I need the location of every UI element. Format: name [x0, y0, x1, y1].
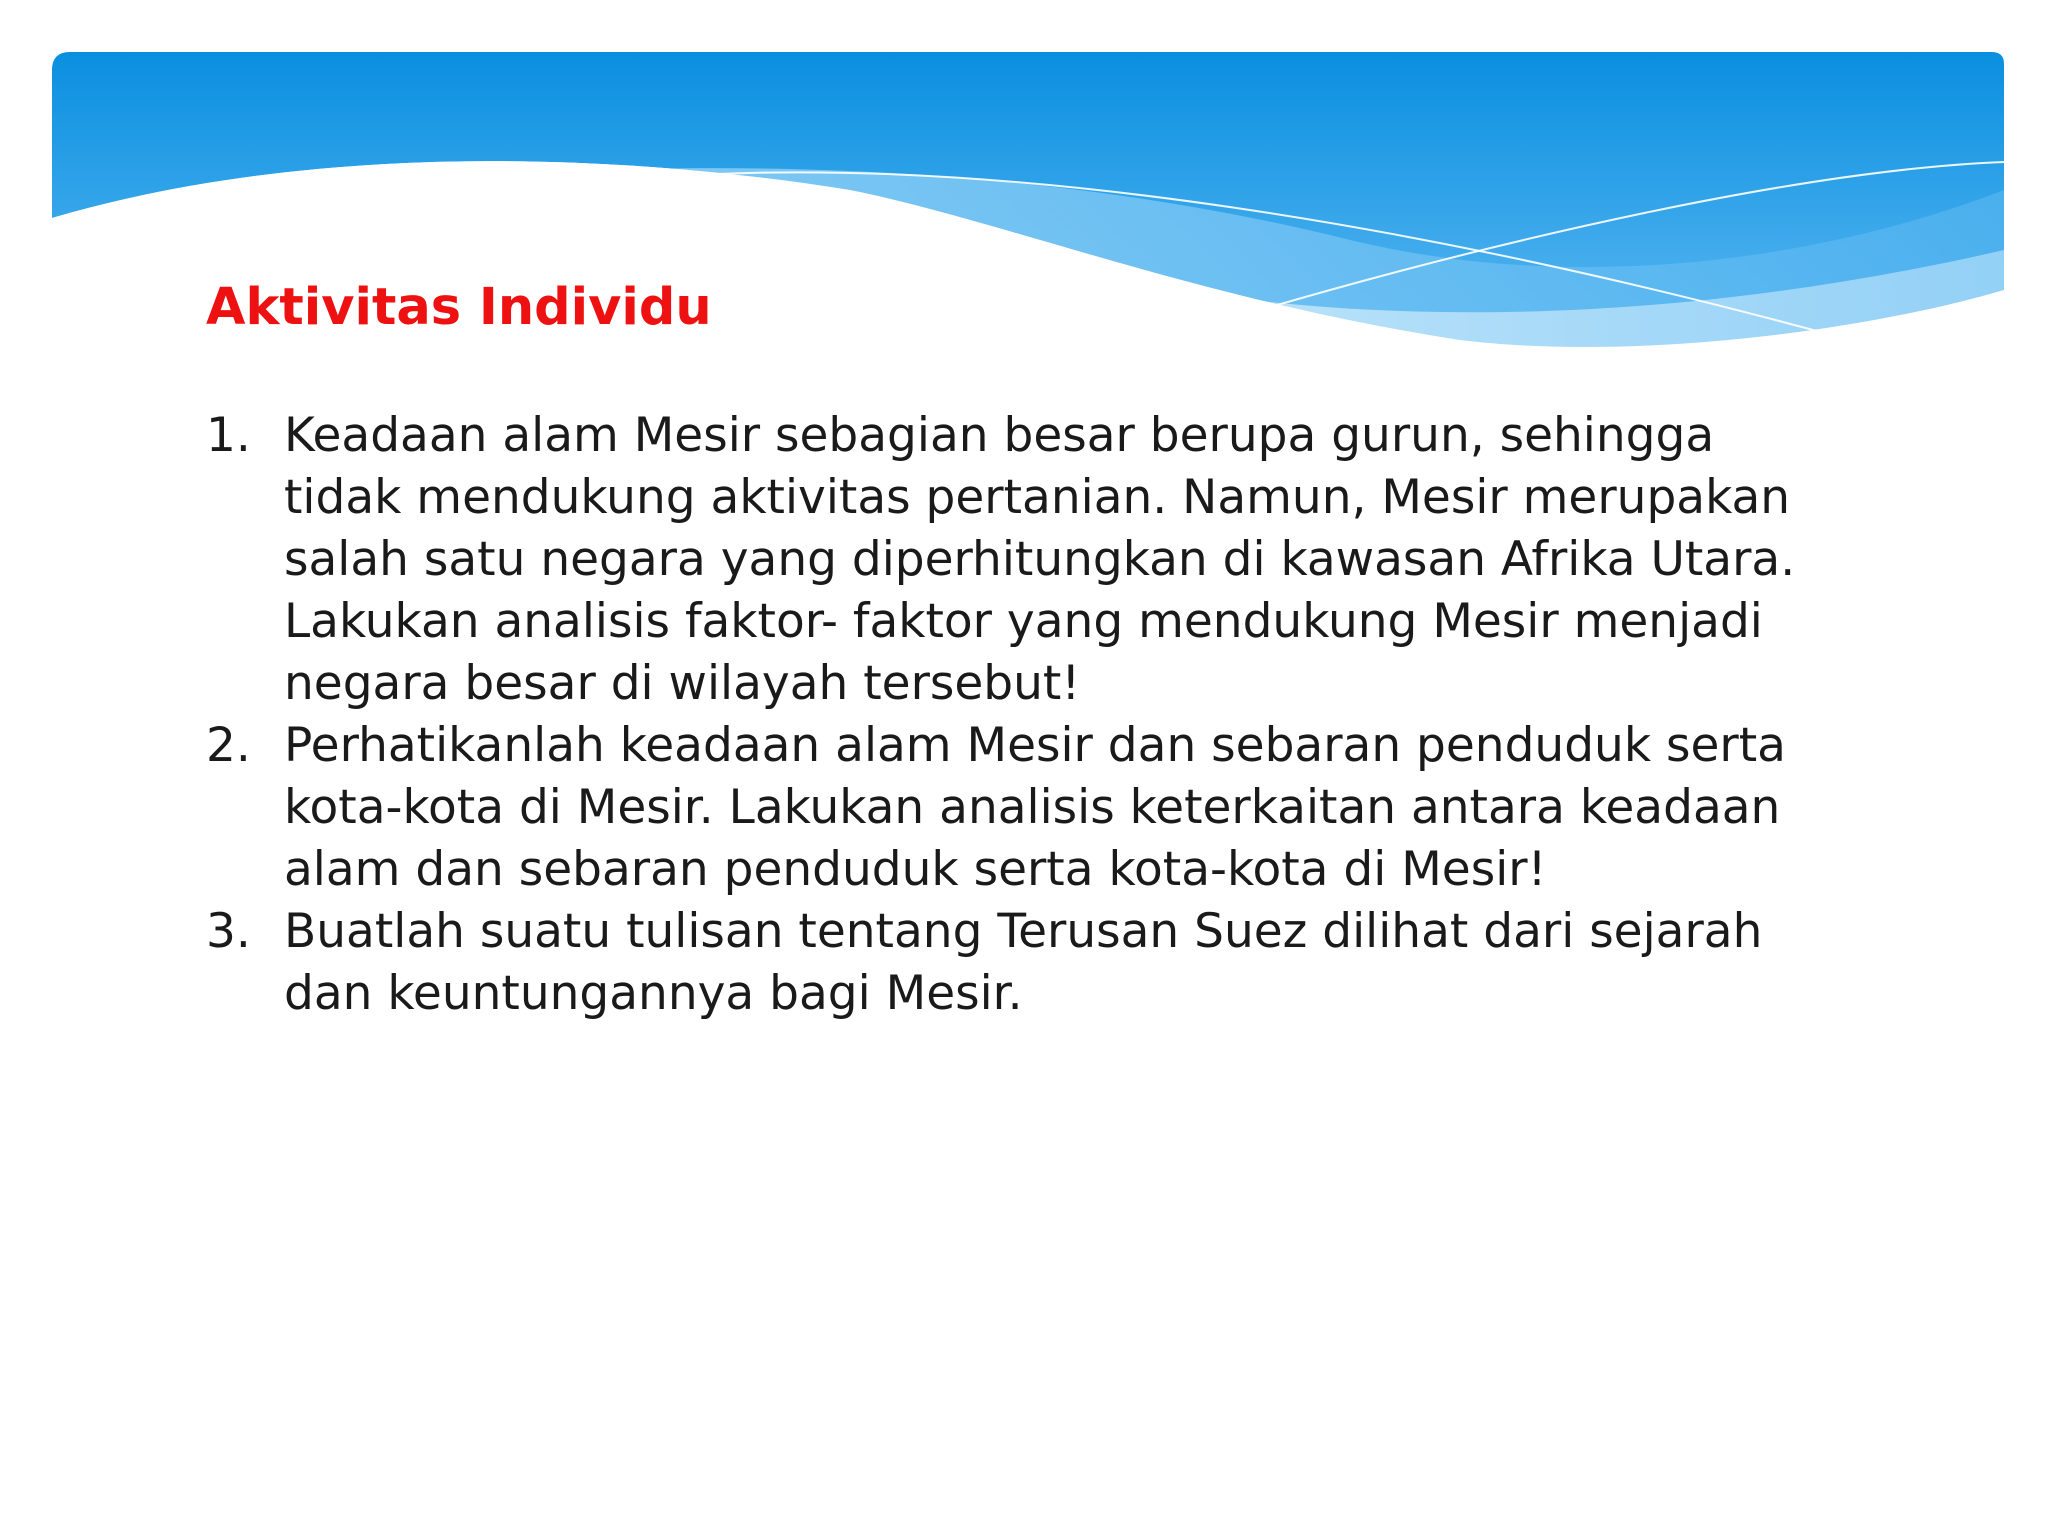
task-text: Buatlah suatu tulisan tentang Terusan Suez dilihat dari sejarah dan keuntungannya bagi Mesir. — [284, 904, 1763, 1021]
task-item-2 — [206, 715, 1826, 901]
slide-title: Aktivitas Individu — [206, 278, 712, 337]
task-item-3 — [206, 901, 1826, 1025]
task-number: 1. — [206, 408, 251, 463]
task-number: 3. — [206, 904, 251, 959]
task-list — [206, 405, 1826, 1025]
task-text: Keadaan alam Mesir sebagian besar berupa gurun, sehingga tidak mendukung aktivitas pertanian. Namun, Mesir merupakan salah satu negara yang diperhitungkan di kawasan Afrika Utara. Lakukan analisis faktor- faktor yang mendukung Mesir menjadi negara besar di wilayah tersebut! — [284, 408, 1796, 711]
task-number: 2. — [206, 718, 251, 773]
task-item-1 — [206, 405, 1826, 715]
task-text: Perhatikanlah keadaan alam Mesir dan sebaran penduduk serta kota-kota di Mesir. Lakukan analisis keterkaitan antara keadaan alam dan sebaran penduduk serta kota-kota di Mesir! — [284, 718, 1786, 897]
